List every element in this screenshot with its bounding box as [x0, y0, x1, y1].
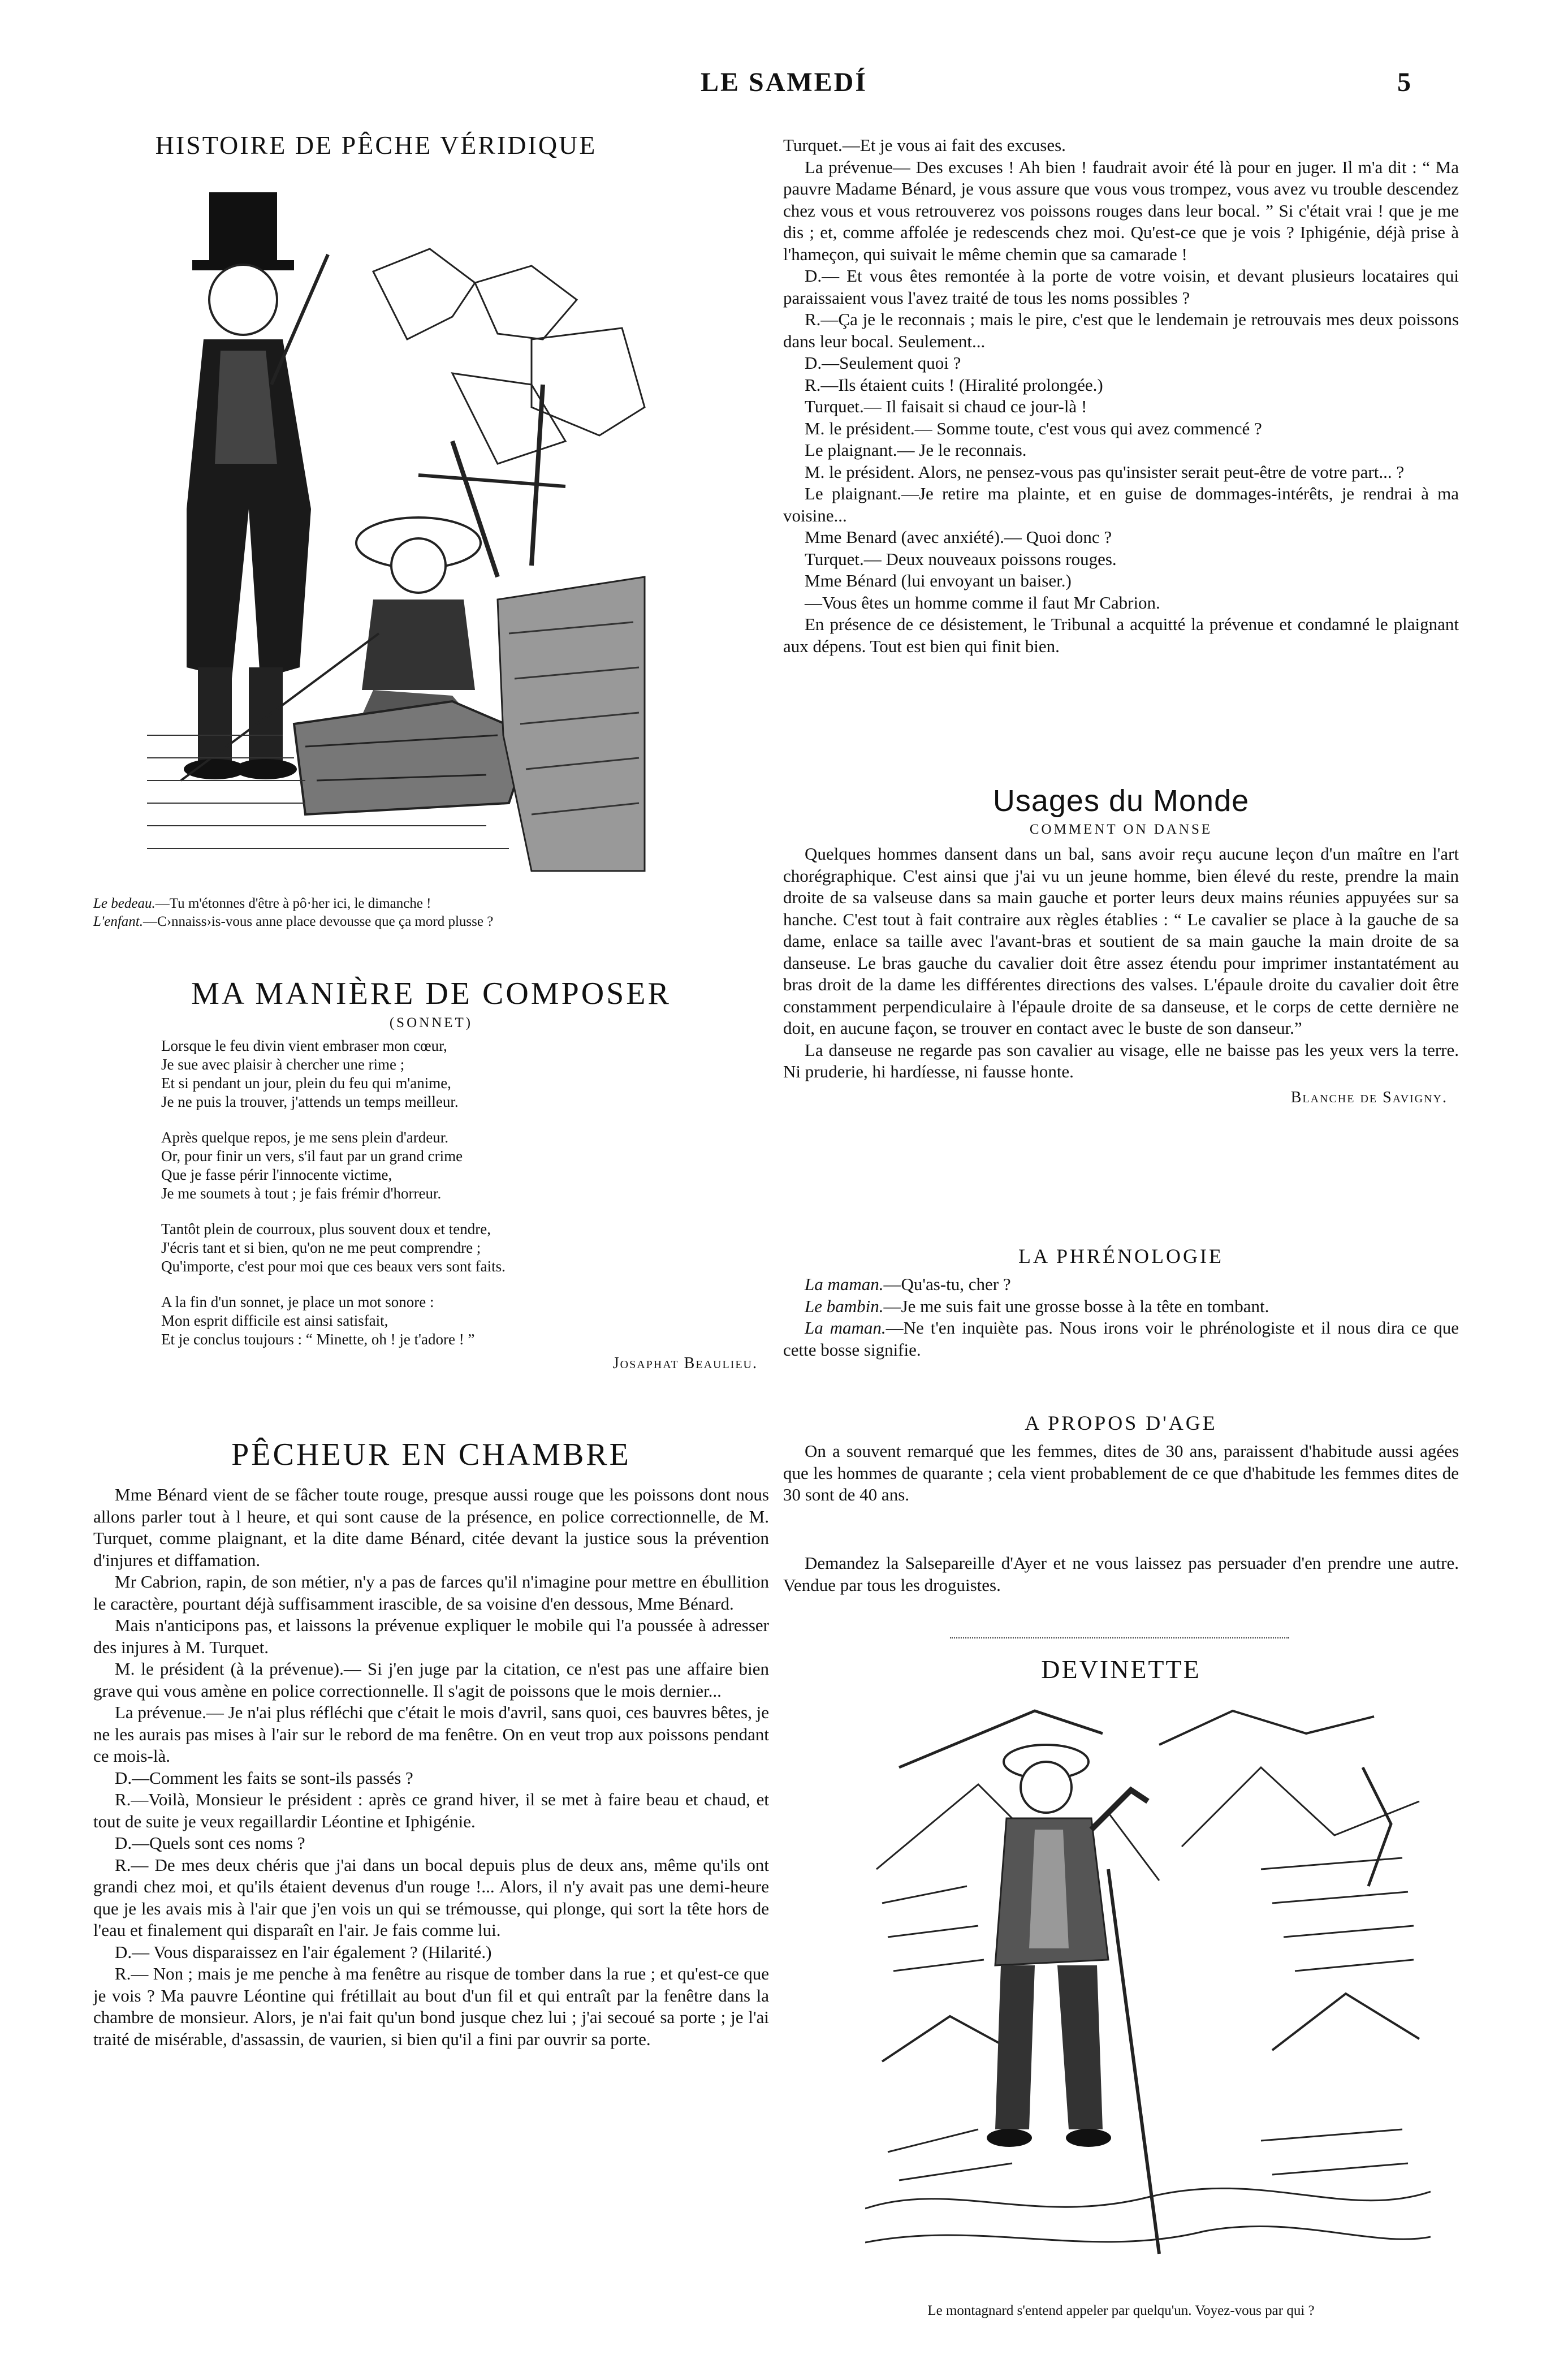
usages-paragraph: La danseuse ne regarde pas son cavalier au visage, elle ne baisse pas les yeux vers la terre. Ni pruderie, hi hardíesse, ni fausse honte. [783, 1040, 1459, 1081]
story-cont-paragraph: D.—Seulement quoi ? [805, 353, 961, 373]
poem-line: Qu'importe, c'est pour moi que ces beaux vers sont faits. [161, 1258, 506, 1275]
caption-speaker-2: L'enfant. [93, 914, 143, 929]
story-cont-paragraph: Le plaignant.—Je retire ma plainte, et en guise de dommages-intérêts, je rendrai à ma voisine... [783, 484, 1459, 525]
story-paragraph: R.— De mes deux chéris que j'ai dans un bocal depuis plus de deux ans, même qu'ils ont grandi chez moi, et qu'ils étaient devenus d'un rouge !... Alors, il n'y avait pas une demi-heure que je les avais mis à l'air que j'en vois un qui se trémousse, qui plonge, qui sort la tête hors de l'eau et finalement qui disparaît en l'air. Je fais comme lui. [93, 1855, 769, 1940]
story-cont-paragraph: Turquet.— Deux nouveaux poissons rouges. [805, 549, 1117, 569]
story-cont-paragraph: La prévenue— Des excuses ! Ah bien ! faudrait avoir été là pour en juger. Il m'a dit : “ Ma pauvre Madame Bénard, je vous assure que vous vous trompez, vous avez vu trouble descendez chez vous et vous retrouverez vos poissons rouges dans leur bocal. ” Si c'était vrai ! que je me dis ; et, comme affolée je redescends chez moi. Qu'est-ce que je vois ? Iphigénie, déjà prise à l'hameçon, qui suivait le même chemin que sa camarade ! [783, 157, 1459, 264]
dotted-rule [950, 1637, 1289, 1638]
fishing-illustration [136, 170, 662, 888]
poem-title: MA MANIÈRE DE COMPOSER [191, 976, 671, 1011]
caption-line-2 [93, 913, 769, 931]
usages-signature: Blanche de Savigny. [1290, 1088, 1448, 1106]
phreno-line [783, 1317, 1459, 1361]
poem-stanza [161, 1293, 769, 1349]
story-paragraph: Mr Cabrion, rapin, de son métier, n'y a pas de farces qu'il n'imagine pour mettre en ébullition le caractère, pourtant déjà suffisamment irascible, de sa voisine d'en dessous, Mme Bénard. [93, 1572, 769, 1614]
ad-paragraph: Demandez la Salsepareille d'Ayer et ne vous laissez pas persuader d'en prendre une autre. Vendue par tous les droguistes. [783, 1553, 1459, 1595]
devinette-illustration [865, 1700, 1431, 2293]
story-cont-paragraph: En présence de ce désistement, le Tribunal a acquitté la prévenue et condamné le plaignant aux dépens. Tout est bien qui finit bien. [783, 614, 1459, 656]
poem-line: Et je conclus toujours : “ Minette, oh ! je t'adore ! ” [161, 1331, 475, 1348]
poem-line: Or, pour finir un vers, s'il faut par un grand crime [161, 1148, 463, 1165]
phreno-section [783, 1244, 1459, 1361]
story-paragraph: R.— Non ; mais je me penche à ma fenêtre au risque de tomber dans la rue ; et qu'est-ce que je vois ? Ma pauvre Léontine qui frétillait au bout d'un fil et qui entraît par la fenêtre dans la chambre de monsieur. Alors, je n'ai fait qu'un bond jusque chez lui ; j'ai secoué sa porte ; je l'ai traité de misérable, d'assassin, de vaurien, si bien qu'il a fini par ouvrir sa porte. [93, 1964, 769, 2049]
phreno-speaker: La maman. [805, 1318, 886, 1338]
devinette-title: DEVINETTE [1041, 1655, 1201, 1684]
page-number: 5 [1397, 67, 1411, 97]
phreno-speaker: Le bambin. [805, 1296, 884, 1316]
story-cont-body [783, 135, 1459, 657]
poem-line: Et si pendant un jour, plein du feu qui m'anime, [161, 1075, 451, 1092]
ad-body [783, 1552, 1459, 1596]
phreno-body [783, 1274, 1459, 1361]
story-paragraph: D.—Comment les faits se sont-ils passés ? [115, 1767, 413, 1788]
phreno-text: —Je me suis fait une grosse bosse à la tête en tombant. [883, 1296, 1269, 1316]
story-cont-paragraph: R.—Ça je le reconnais ; mais le pire, c'est que le lendemain je retrouvais mes deux poissons dans leur bocal. Seulement... [783, 309, 1459, 351]
devinette-caption: Le montagnard s'entend appeler par quelqu'un. Voyez-vous par qui ? [927, 2303, 1315, 2318]
story-cont-paragraph: R.—Ils étaient cuits ! (Hiralité prolongée.) [805, 374, 1103, 395]
story-cont-paragraph: D.— Et vous êtes remontée à la porte de votre voisin, et devant plusieurs locataires qui paraissaient vous l'avez traité de tous les noms possibles ? [783, 266, 1459, 308]
story-paragraph: R.—Voilà, Monsieur le président : après ce grand hiver, il se met à faire beau et chaud, et tout de suite je veux regaillardir Léontine et Iphigénie. [93, 1789, 769, 1831]
story-paragraph: M. le président (à la prévenue).— Si j'en juge par la citation, ce n'est pas une affaire bien grave qui vous amène en police correctionnelle. Il s'agit de poissons que le mois dernier... [93, 1659, 769, 1701]
caption-text-2: —C›nnaiss›is-vous anne place devousse que ça mord plusse ? [143, 914, 494, 929]
masthead-title: LE SAMEDÍ [700, 67, 868, 97]
poem-signature: Josaphat Beaulieu. [612, 1355, 758, 1372]
phreno-line [783, 1274, 1459, 1296]
story-cont-paragraph: Mme Bénard (lui envoyant un baiser.) [805, 571, 1072, 590]
poem-line: Je ne puis la trouver, j'attends un temps meilleur. [161, 1093, 459, 1110]
illus1-title-block [93, 130, 659, 160]
age-section [783, 1411, 1459, 1506]
ad-section [783, 1552, 1459, 1596]
separator-rule [950, 1637, 1289, 1638]
poem-body [161, 1037, 769, 1349]
usages-subtitle: COMMENT ON DANSE [1029, 822, 1213, 837]
story-cont-paragraph: M. le président. Alors, ne pensez-vous pas qu'insister serait peut-être de votre part... ? [805, 462, 1405, 482]
story-cont-paragraph: Turquet.—Et je vous ai fait des excuses. [783, 135, 1066, 155]
poem-stanza [161, 1037, 769, 1111]
story-cont-paragraph: M. le président.— Somme toute, c'est vous qui avez commencé ? [805, 418, 1262, 438]
caption-line-1 [93, 895, 769, 913]
fishing-illustration-drawing [136, 170, 662, 888]
phreno-text: —Ne t'en inquiète pas. Nous irons voir le phrénologiste et il nous dira ce que cette bosse signifie. [783, 1318, 1459, 1360]
devinette-illustration-drawing [865, 1700, 1431, 2293]
poem-stanza [161, 1128, 769, 1203]
poem-line: Je me soumets à tout ; je fais frémir d'horreur. [161, 1185, 442, 1202]
illus1-caption [93, 895, 769, 931]
poem-line: Mon esprit difficile est ainsi satisfait, [161, 1312, 388, 1329]
phreno-text: —Qu'as-tu, cher ? [883, 1274, 1011, 1294]
usages-title: Usages du Monde [992, 784, 1250, 818]
devinette-title-block [783, 1654, 1459, 1684]
phreno-line [783, 1296, 1459, 1318]
poem-line: Je sue avec plaisir à chercher une rime ; [161, 1056, 405, 1073]
poem-line: Lorsque le feu divin vient embraser mon cœur, [161, 1037, 447, 1054]
usages-section [783, 783, 1459, 1107]
phreno-title: LA PHRÉNOLOGIE [1018, 1245, 1224, 1267]
illus1-title: HISTOIRE DE PÊCHE VÉRIDIQUE [155, 131, 597, 159]
story-body [93, 1484, 769, 2050]
poem-line: J'écris tant et si bien, qu'on ne me peut comprendre ; [161, 1239, 481, 1256]
age-paragraph: On a souvent remarqué que les femmes, dites de 30 ans, paraissent d'habitude aussi agées que les hommes de quarante ; cela vient probablement de ce que d'habitude les femmes dites de 30 sont de 40 ans. [783, 1441, 1459, 1504]
phreno-speaker: La maman. [805, 1274, 884, 1294]
story-paragraph: Mme Bénard vient de se fâcher toute rouge, presque aussi rouge que les poissons dont nous allons parler tout à l heure, et qui sont cause de la présence, en police correctionnelle, de M. Turquet, comme plaignant, et la dite dame Bénard, citée devant la justice sous la prévention d'injures et diffamation. [93, 1485, 769, 1570]
story-cont-paragraph: Turquet.— Il faisait si chaud ce jour-là ! [805, 396, 1087, 416]
poem-line: A la fin d'un sonnet, je place un mot sonore : [161, 1293, 434, 1310]
poem-line: Tantôt plein de courroux, plus souvent doux et tendre, [161, 1220, 491, 1237]
usages-body [783, 843, 1459, 1083]
poem-line: Que je fasse périr l'innocente victime, [161, 1166, 392, 1183]
age-body [783, 1441, 1459, 1506]
story-cont-paragraph: —Vous êtes un homme comme il faut Mr Cabrion. [805, 592, 1160, 613]
story-paragraph: D.—Quels sont ces noms ? [115, 1833, 305, 1853]
story-cont-paragraph: Mme Benard (avec anxiété).— Quoi donc ? [805, 527, 1112, 547]
caption-speaker-1: Le bedeau. [93, 896, 155, 911]
story-cont-paragraph: Le plaignant.— Je le reconnais. [805, 440, 1027, 460]
poem-section [93, 976, 769, 1373]
story-section [93, 1437, 769, 2050]
story-paragraph: La prévenue.— Je n'ai plus réfléchi que c'était le mois d'avril, sans quoi, ces bauvres bêtes, je ne les aurais pas mises à l'air sur le rebord de ma fenêtre. On en veut trop aux poissons pendant ce mois-là. [93, 1702, 769, 1766]
story-title: PÊCHEUR EN CHAMBRE [231, 1437, 631, 1472]
story-paragraph: D.— Vous disparaissez en l'air également ? (Hilarité.) [115, 1942, 492, 1962]
usages-paragraph: Quelques hommes dansent dans un bal, sans avoir reçu aucune leçon d'un maître en l'art chorégraphique. C'est ainsi que j'ai vu un jeune homme, bien élevé du reste, prendre la main droite de sa valseuse dans sa main gauche et porter leurs deux mains réunies appuyées sur sa hanche. C'est tout à fait contraire aux règles établies : “ Le cavalier se place à la gauche de sa dame, enlace sa taille avec l'avant-bras et soutient de sa main gauche la main droite de sa danseuse. Le bras gauche du cavalier doit être assez étendu pour imprimer instantatément au bras droit de la dame les différentes directions des valses. L'épaule droite du cavalier doit être constamment perpendiculaire à l'épaule droite de sa danseuse, et le corps de cette dernière ne doit, en aucune façon, se trouver en contact avec le buste de son danseur.” [783, 844, 1459, 1038]
poem-stanza [161, 1220, 769, 1276]
story-continued [783, 135, 1459, 657]
caption-text-1: —Tu m'étonnes d'être à pô·her ici, le dimanche ! [155, 896, 431, 911]
story-paragraph: Mais n'anticipons pas, et laissons la prévenue expliquer le mobile qui l'a poussée à adresser des injures à M. Turquet. [93, 1615, 769, 1657]
poem-subtitle: (SONNET) [389, 1015, 473, 1030]
poem-line: Après quelque repos, je me sens plein d'ardeur. [161, 1129, 448, 1146]
age-title: A PROPOS D'AGE [1025, 1412, 1217, 1434]
